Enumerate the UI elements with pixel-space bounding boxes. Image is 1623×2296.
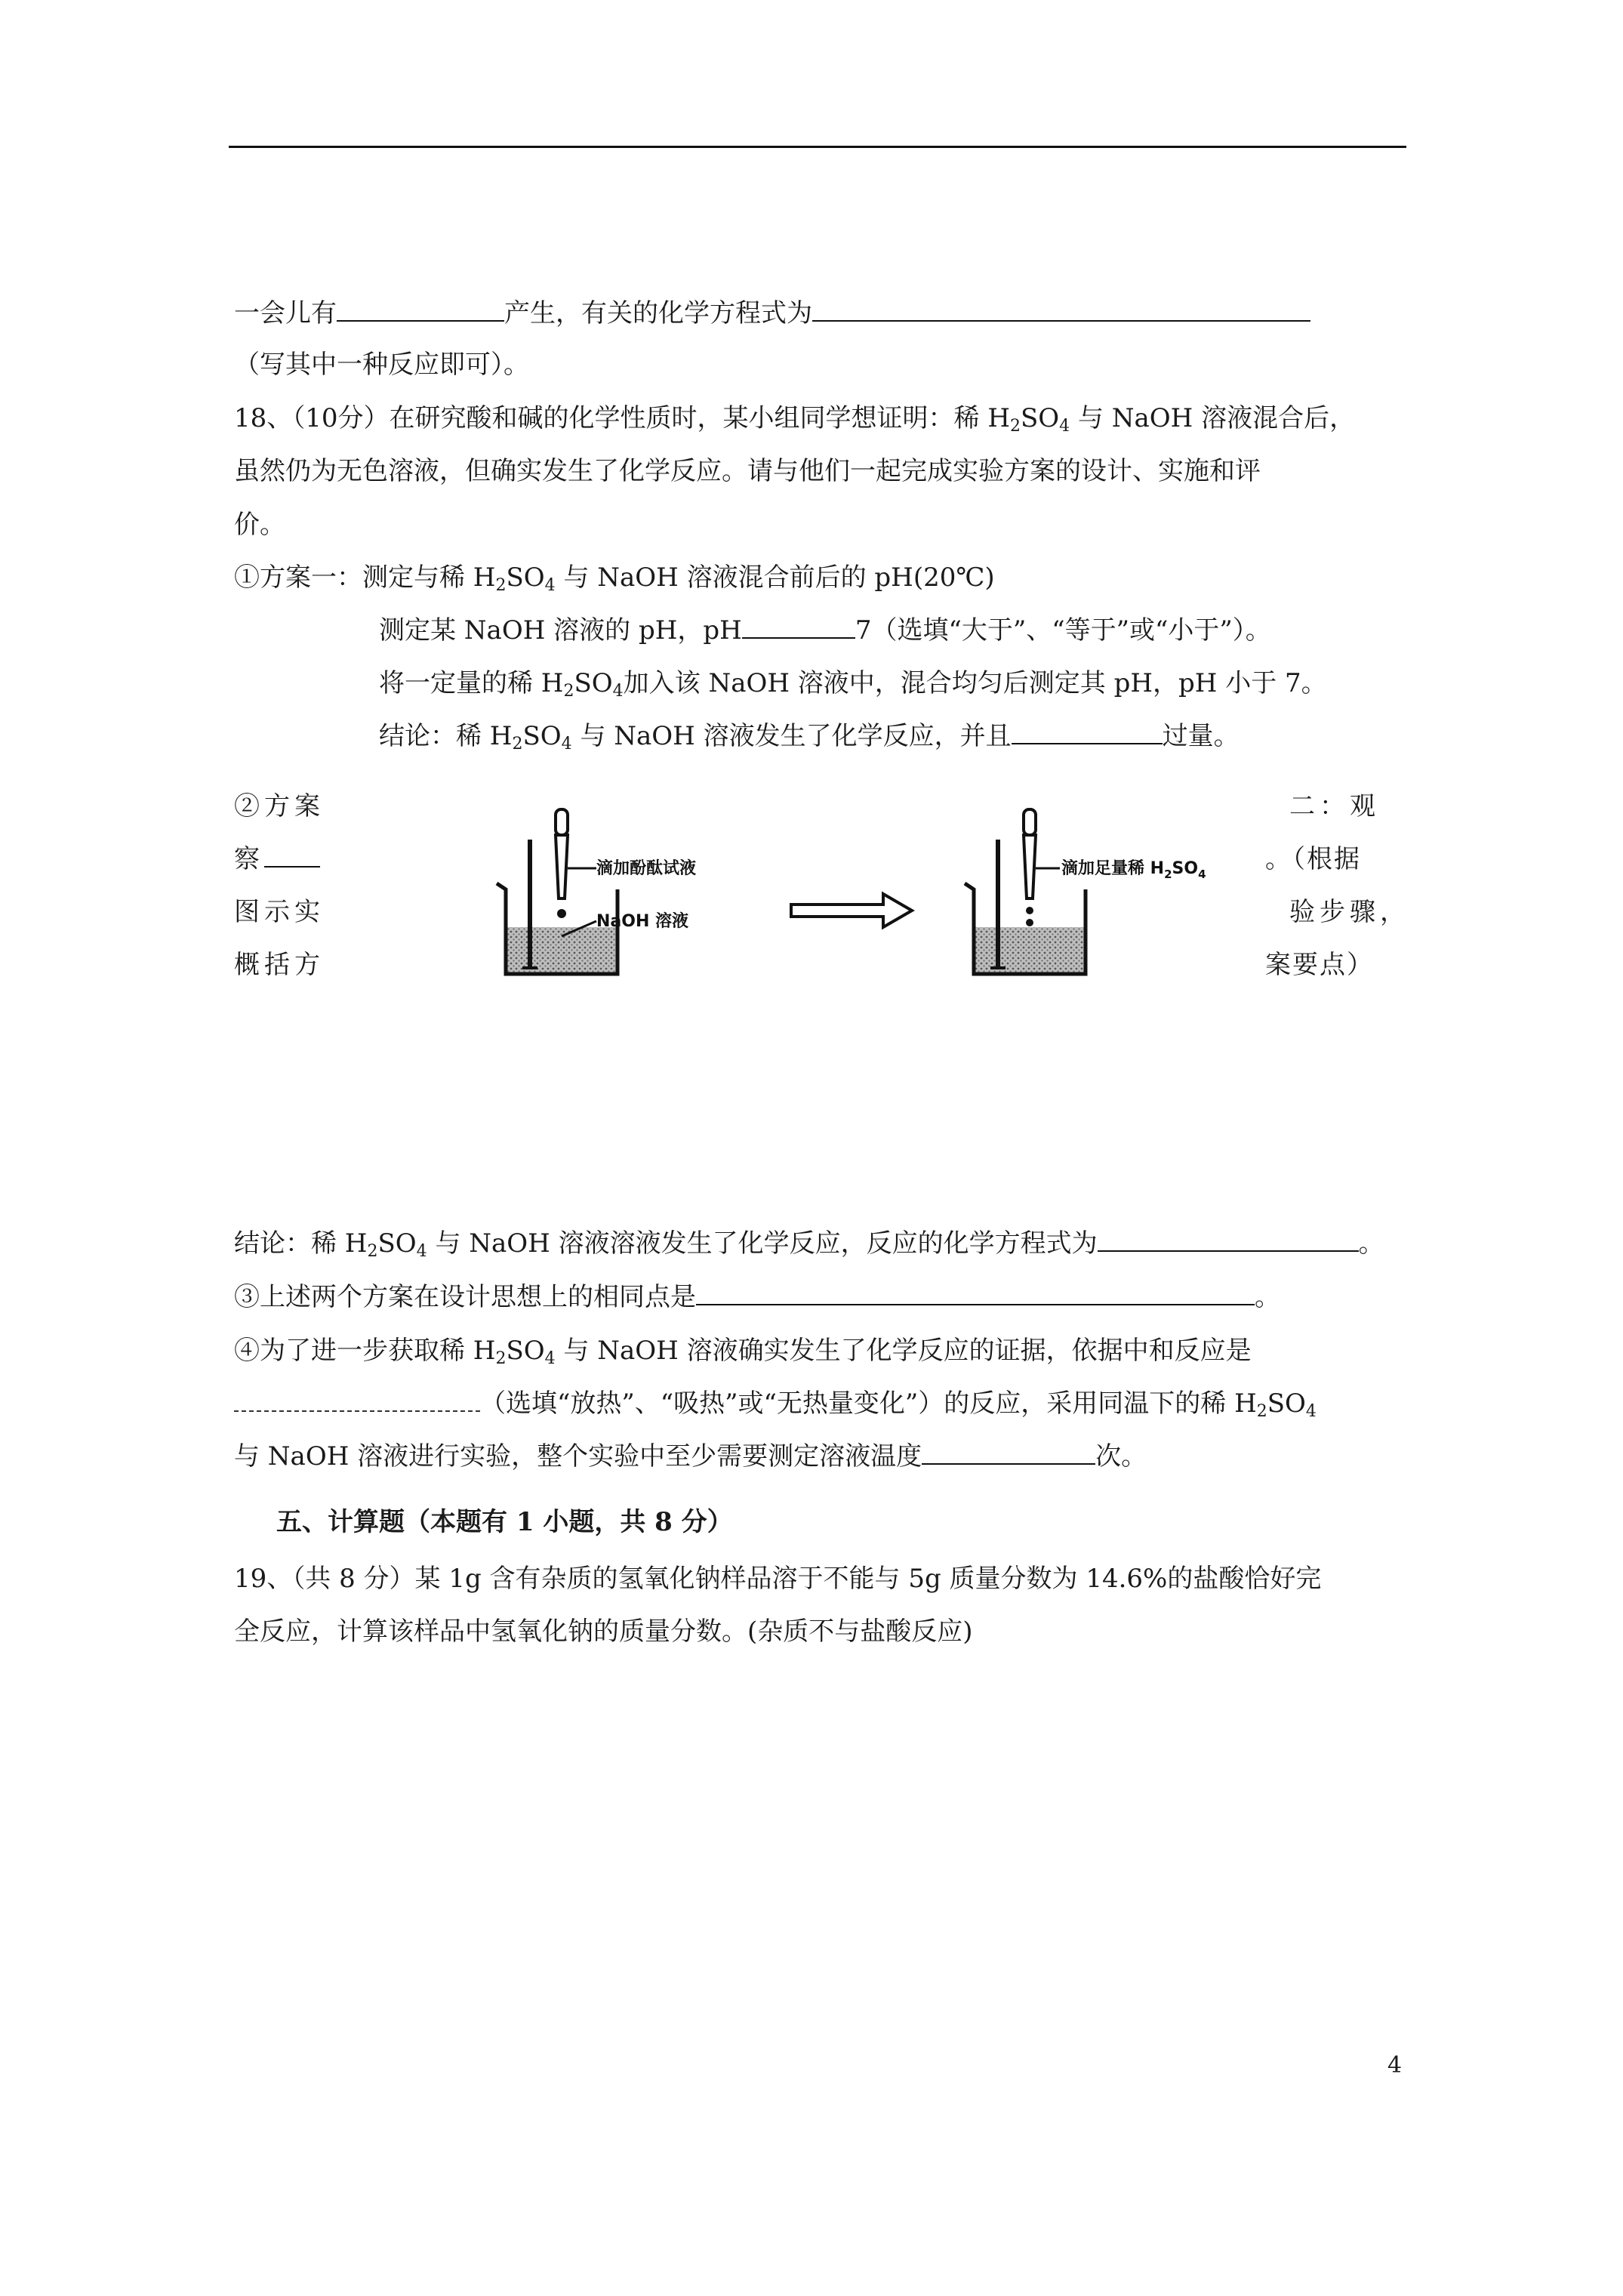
plan1-heading [234,560,995,595]
sub-4: 4 [1198,868,1206,881]
concl1-b: SO [522,721,562,751]
sub-4: 4 [612,682,624,701]
heat-blank[interactable] [234,1388,480,1412]
equation-blank[interactable] [1098,1228,1359,1252]
arrow-icon [791,894,912,927]
dropper-right [1024,809,1036,926]
plan1-conclusion [379,719,1240,754]
plan1-measure [379,613,1271,648]
item4-line3-b: 次。 [1095,1441,1147,1472]
sub-2: 2 [495,576,507,595]
plan2-right-1: 二：观 [1289,791,1380,821]
section5-heading: 五、计算题（本题有 1 小题，共 8 分） [276,1507,733,1537]
q19-line1: 19、（共 8 分）某 1g 含有杂质的氢氧化钠样品溶于不能与 5g 质量分数为 14.6%的盐酸恰好完 [234,1564,1322,1594]
page-number: 4 [1387,2052,1403,2079]
label-add-acid-a: 滴加足量稀 H [1061,859,1165,878]
plan1-a: ①方案一：测定与稀 H [234,562,496,593]
label-naoh: NaOH 溶液 [596,912,689,931]
q17-blank-equation[interactable] [812,297,1310,322]
concl1-d: 过量。 [1162,721,1240,751]
q17-line2 [234,347,529,382]
beaker-left [497,809,696,974]
beaker-right [965,809,1206,974]
item4-line1 [234,1333,1252,1368]
plan2-left-4: 概括方 [234,950,325,980]
item4-c: 与 NaOH 溶液确实发生了化学反应的证据，依据中和反应是 [563,1336,1252,1366]
observe-blank[interactable] [264,843,320,868]
label-add-acid [1061,858,1206,881]
plan2-left-2-text: 察 [234,844,264,874]
q18-text-b: SO [1020,403,1060,433]
header-rule [229,146,1406,148]
plan2-left-1: ②方案 [234,791,325,821]
concl2-c: 与 NaOH 溶液溶液发生了化学反应，反应的化学方程式为 [435,1228,1098,1259]
times-blank[interactable] [922,1441,1095,1465]
q17-text-a: 一会儿有 [234,298,337,328]
plan2-right-4: 案要点） [1265,950,1374,980]
sub-4: 4 [1305,1402,1317,1421]
sub-2: 2 [563,682,574,701]
concl2-b: SO [377,1228,417,1259]
ph-blank[interactable] [742,615,855,639]
item3 [234,1280,1280,1314]
measure-b: 7（选填“大于”、“等于”或“小于”）。 [855,615,1271,646]
add-c: 加入该 NaOH 溶液中，混合均匀后测定其 pH，pH 小于 7。 [623,668,1327,698]
sub-2: 2 [1256,1402,1267,1421]
item4-a: ④为了进一步获取稀 H [234,1336,496,1366]
concl2-a: 结论：稀 H [234,1228,368,1259]
q17-line1 [234,296,1310,331]
dropper-left [556,809,568,918]
sub-4: 4 [544,576,556,595]
sub-2: 2 [1009,417,1021,436]
sub-4: 4 [544,1349,556,1368]
sub-2: 2 [512,735,523,754]
item3-a: ③上述两个方案在设计思想上的相同点是 [234,1282,696,1312]
q18-line2 [234,454,1261,488]
measure-a: 测定某 NaOH 溶液的 pH，pH [379,615,742,646]
q19-line2: 全反应，计算该样品中氢氧化钠的质量分数。(杂质不与盐酸反应) [234,1616,973,1647]
item4-line2-b: SO [1267,1388,1306,1419]
excess-blank[interactable] [1012,720,1163,744]
plan2-right-2: 。（根据 [1265,844,1361,874]
plan1-add [379,666,1327,701]
q18-line2-text: 虽然仍为无色溶液，但确实发生了化学反应。请与他们一起完成实验方案的设计、实施和评 [234,456,1261,486]
item4-line2-a: （选填“放热”、“吸热”或“无热量变化”）的反应，采用同温下的稀 H [480,1388,1257,1419]
common-point-blank[interactable] [696,1281,1255,1305]
sub-2: 2 [495,1349,507,1368]
label-add-acid-b: SO [1172,859,1199,878]
q17-note: （写其中一种反应即可）。 [234,350,529,380]
plan2-right-3: 验步骤， [1289,897,1410,927]
sub-2: 2 [367,1242,378,1261]
item4-line2 [234,1386,1317,1421]
sub-4: 4 [416,1242,427,1261]
item3-b: 。 [1255,1282,1280,1312]
q18-text-a: 18、（10分）在研究酸和碱的化学性质时，某小组同学想证明：稀 H [234,403,1010,433]
item4-b: SO [506,1336,545,1366]
concl1-c: 与 NaOH 溶液发生了化学反应，并且 [580,721,1012,751]
q18-text-c: 与 NaOH 溶液混合后， [1077,403,1356,433]
plan2-conclusion [234,1226,1384,1261]
concl1-a: 结论：稀 H [379,721,513,751]
add-b: SO [574,668,613,698]
plan2-left-3: 图示实 [234,897,325,927]
item4-line3-a: 与 NaOH 溶液进行实验，整个实验中至少需要测定溶液温度 [234,1441,922,1472]
q18-line3 [234,507,285,542]
plan1-b: SO [506,562,545,593]
plan2-left-2 [234,842,320,877]
item4-line3 [234,1439,1147,1474]
sub-4: 4 [561,735,572,754]
label-phenolphthalein: 滴加酚酞试液 [596,859,697,878]
add-a: 将一定量的稀 H [379,668,564,698]
q18-line1 [234,401,1355,436]
q17-text-b: 产生，有关的化学方程式为 [504,298,812,328]
sub-4: 4 [1059,417,1070,436]
q17-blank-product[interactable] [337,297,504,322]
q18-line3-text: 价。 [234,510,285,540]
plan1-c: 与 NaOH 溶液混合前后的 pH(20℃) [563,562,995,593]
sub-2: 2 [1164,868,1172,881]
experiment-diagram [483,793,1276,982]
concl2-d: 。 [1358,1228,1384,1259]
